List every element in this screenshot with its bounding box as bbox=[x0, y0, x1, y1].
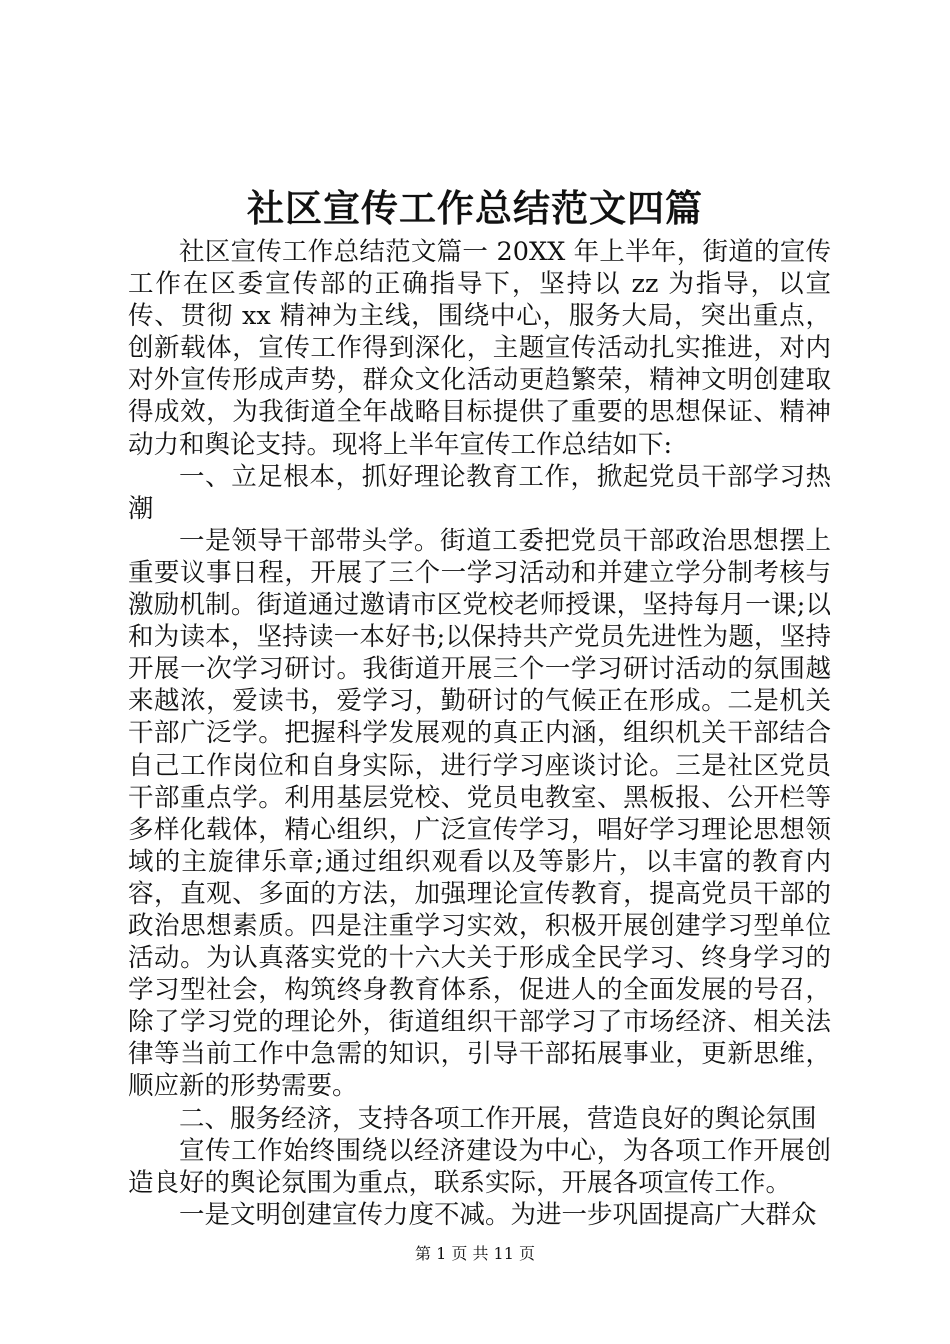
document-title: 社区宣传工作总结范文四篇 bbox=[247, 186, 703, 230]
paragraph-intro: 社区宣传工作总结范文篇一 20XX 年上半年，街道的宣传工作在区委宣传部的正确指导下，坚持以 zz 为指导，以宣传、贯彻 xx 精神为主线，围绕中心，服务大局，突出重点，创新载体，宣传工作得到深化，主题宣传活动扎实推进，对内对外宣传形成声势，群众文化活动更趋繁荣，精神文明创建取得成效，为我街道全年战略目标提供了重要的思想保证、精神动力和舆论支持。现将上半年宣传工作总结如下: bbox=[128, 237, 831, 460]
section-heading-2: 二、服务经济，支持各项工作开展，营造良好的舆论氛围 bbox=[179, 1103, 817, 1134]
paragraph-civilization: 一是文明创建宣传力度不减。为进一步巩固提高广大群众 bbox=[179, 1199, 817, 1230]
section-heading-1: 一、立足根本，抓好理论教育工作，掀起党员干部学习热潮 bbox=[128, 461, 831, 524]
document-body bbox=[128, 236, 831, 1231]
paragraph-economy: 宣传工作始终围绕以经济建设为中心，为各项工作开展创造良好的舆论氛围为重点，联系实际，开展各项宣传工作。 bbox=[128, 1135, 831, 1198]
paragraph-study: 一是领导干部带头学。街道工委把党员干部政治思想摆上重要议事日程，开展了三个一学习活动和并建立学分制考核与激励机制。街道通过邀请市区党校老师授课，坚持每月一课;以和为读本，坚持读一本好书;以保持共产党员先进性为题，坚持开展一次学习研讨。我街道开展三个一学习研讨活动的氛围越来越浓，爱读书，爱学习，勤研讨的气候正在形成。二是机关干部广泛学。把握科学发展观的真正内涵，组织机关干部结合自己工作岗位和自身实际，进行学习座谈讨论。三是社区党员干部重点学。利用基层党校、党员电教室、黑板报、公开栏等多样化载体，精心组织，广泛宣传学习，唱好学习理论思想领域的主旋律乐章;通过组织观看以及等影片，以丰富的教育内容，直观、多面的方法，加强理论宣传教育，提高党员干部的政治思想素质。四是注重学习实效，积极开展创建学习型单位活动。为认真落实党的十六大关于形成全民学习、终身学习的学习型社会，构筑终身教育体系，促进人的全面发展的号召，除了学习党的理论外，街道组织干部学习了市场经济、相关法律等当前工作中急需的知识，引导干部拓展事业，更新思维，顺应新的形势需要。 bbox=[128, 525, 831, 1102]
page-footer: 第 1 页 共 11 页 bbox=[415, 1244, 535, 1263]
